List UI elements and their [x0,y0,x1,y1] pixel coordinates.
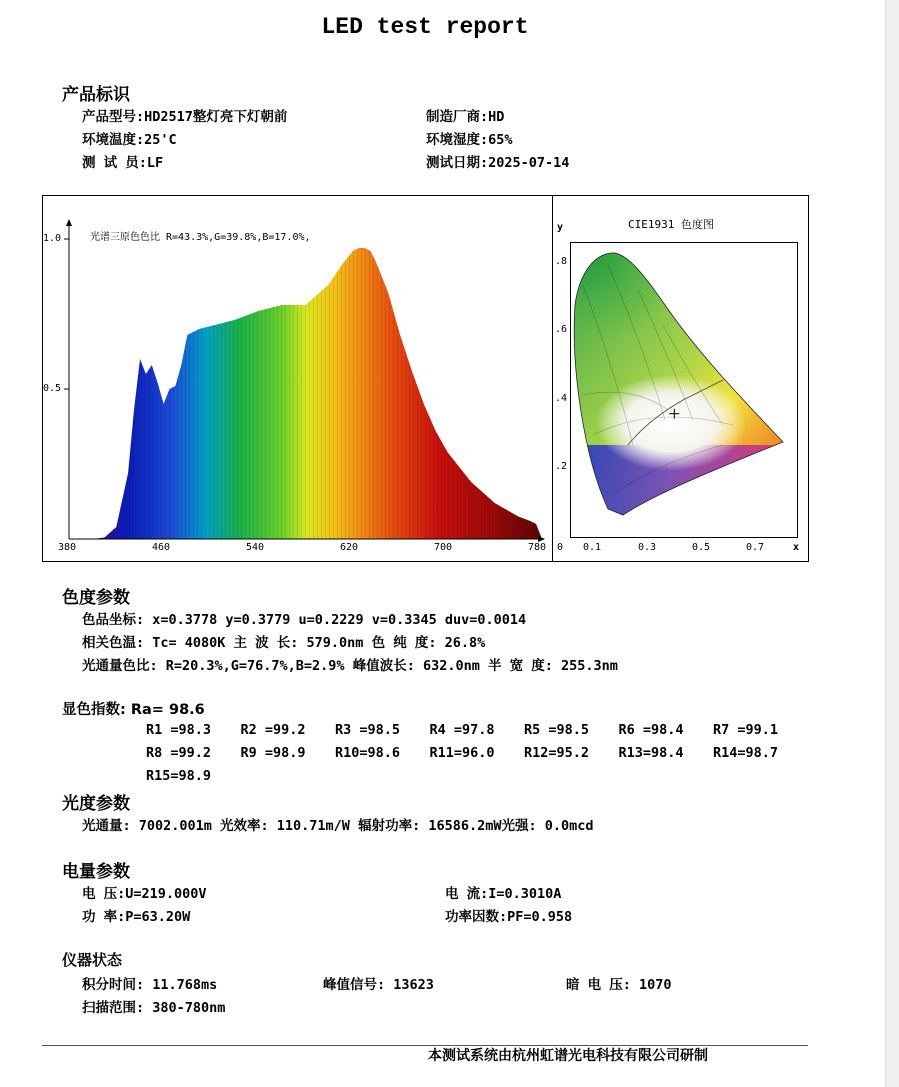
cct-line: 相关色温: Tc= 4080K 主 波 长: 579.0nm 色 纯 度: 26.8% [82,635,486,651]
xtick-780: 780 [528,542,547,553]
cri-value: R15=98.9 [146,768,212,784]
cri-value: R3 =98.5 [335,722,401,738]
spectrum-title: 光谱三原色色比 R=43.3%,G=39.8%,B=17.0%, [90,232,311,243]
tester: 测 试 员:LF [82,155,164,171]
cie-xtick-03: 0.3 [638,542,657,553]
cri-value: R5 =98.5 [524,722,590,738]
cri-row-2 [146,745,808,761]
photometric-heading: 光度参数 [62,794,130,814]
xtick-460: 460 [152,542,171,553]
cri-value: R12=95.2 [524,745,590,761]
xtick-380: 380 [58,542,77,553]
cri-value: R11=96.0 [429,745,495,761]
cri-value: R10=98.6 [335,745,401,761]
cie-ytick-06: .6 [555,324,568,335]
ytick-label-1: 1.0 [43,233,62,244]
power: 功 率:P=63.20W [82,909,191,925]
ratio-line: 光通量色比: R=20.3%,G=76.7%,B=2.9% 峰值波长: 632.0nm 半 宽 度: 255.3nm [82,658,618,674]
electrical-heading: 电量参数 [62,862,130,882]
xtick-540: 540 [246,542,265,553]
cie-horseshoe [553,235,809,535]
report-title: LED test report [321,14,529,40]
cri-value: R2 =99.2 [240,722,306,738]
scan-range: 扫描范围: 380-780nm [82,1000,226,1016]
product-heading: 产品标识 [62,85,130,105]
cri-value: R4 =97.8 [429,722,495,738]
test-date: 测试日期:2025-07-14 [426,155,570,171]
cie-ytick-04: .4 [555,393,568,404]
photometric-line: 光通量: 7002.001m 光效率: 110.71m/W 辐射功率: 16586.2mW光强: 0.0mcd [82,818,594,834]
page-scrollbar[interactable] [885,0,899,1087]
cri-value: R1 =98.3 [146,722,212,738]
power-factor: 功率因数:PF=0.958 [445,909,573,925]
current: 电 流:I=0.3010A [445,886,562,902]
footer-credit: 本测试系统由杭州虹谱光电科技有限公司研制 [428,1048,708,1064]
cri-value: R13=98.4 [618,745,684,761]
cie-xtick-01: 0.1 [583,542,602,553]
integration-time: 积分时间: 11.768ms [82,977,218,993]
colorimetric-heading: 色度参数 [62,588,130,608]
cie-xtick-07: 0.7 [746,542,765,553]
ambient-temp: 环境温度:25'C [82,132,177,148]
xtick-620: 620 [340,542,359,553]
cri-row-3 [146,768,241,784]
product-maker: 制造厂商:HD [426,109,505,125]
cie-xtick-05: 0.5 [692,542,711,553]
cie-ylabel: y [557,222,564,233]
cri-value: R6 =98.4 [618,722,684,738]
voltage: 电 压:U=219.000V [82,886,207,902]
dark-voltage: 暗 电 压: 1070 [566,977,672,993]
cie-title: CIE1931 色度图 [628,218,714,231]
cie-xtick-0: 0 [557,542,564,553]
charts-panel [42,195,809,562]
spectrum-y-arrow [66,219,72,226]
cri-value: R7 =99.1 [713,722,779,738]
instrument-heading: 仪器状态 [62,951,123,969]
cri-row-1 [146,722,808,738]
cri-heading: 显色指数: Ra= 98.6 [62,702,205,718]
cri-value: R8 =99.2 [146,745,212,761]
ytick-label-05: 0.5 [43,383,62,394]
xtick-700: 700 [434,542,453,553]
cri-value: R14=98.7 [713,745,779,761]
cie-xlabel: x [793,542,800,553]
cri-value: R9 =98.9 [240,745,306,761]
ambient-humidity: 环境湿度:65% [426,132,513,148]
spectrum-stripes [69,248,542,539]
peak-signal: 峰值信号: 13623 [323,977,434,993]
product-model: 产品型号:HD2517整灯亮下灯朝前 [82,109,288,125]
cie-ytick-08: .8 [555,256,568,267]
chromaticity-line: 色品坐标: x=0.3778 y=0.3779 u=0.2229 v=0.3345 duv=0.0014 [82,612,527,628]
spectrum-chart [43,219,546,553]
cie-chart [553,217,809,553]
cie-ytick-02: .2 [555,461,568,472]
